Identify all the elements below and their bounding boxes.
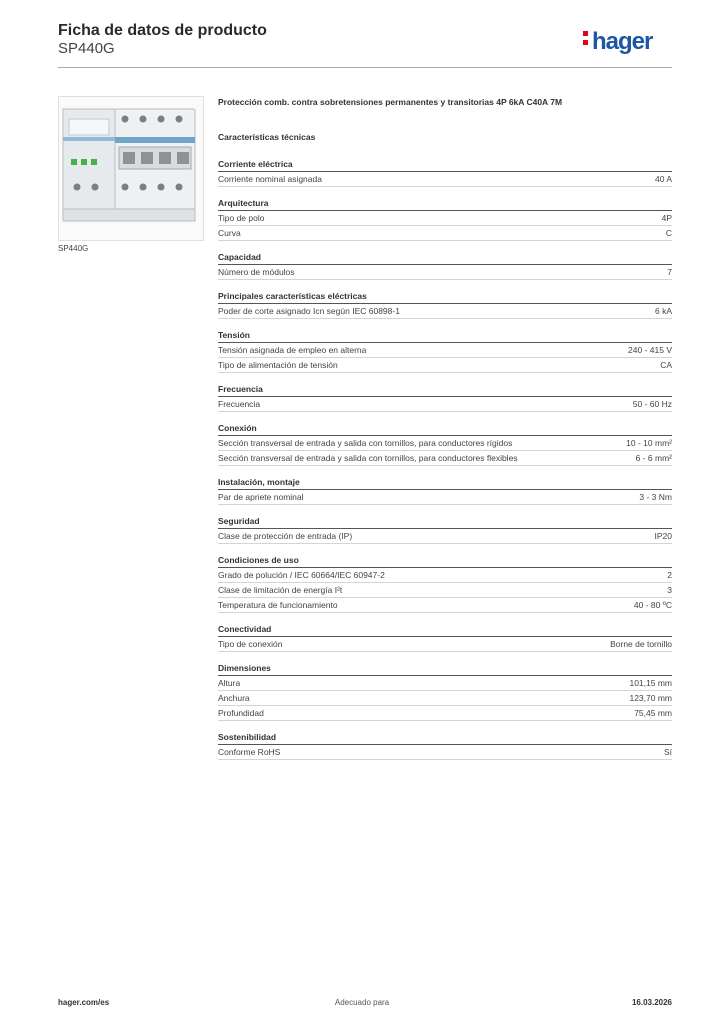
section-title: Sostenibilidad bbox=[218, 731, 672, 745]
spec-sections bbox=[218, 158, 672, 760]
spec-value: 2 bbox=[667, 570, 672, 580]
technical-heading: Características técnicas bbox=[218, 132, 316, 142]
spec-label: Frecuencia bbox=[218, 399, 261, 409]
product-reference: SP440G bbox=[58, 40, 115, 57]
spec-section bbox=[218, 329, 672, 373]
spec-label: Sección transversal de entrada y salida con tornillos, para conductores rígidos bbox=[218, 438, 513, 448]
spec-label: Tipo de alimentación de tensión bbox=[218, 360, 338, 370]
spec-row bbox=[218, 304, 672, 319]
product-description: Protección comb. contra sobretensiones permanentes y transitorias 4P 6kA C40A 7M bbox=[218, 97, 563, 107]
spec-value: Sí bbox=[663, 747, 672, 757]
section-title: Seguridad bbox=[218, 515, 672, 529]
spec-section bbox=[218, 731, 672, 760]
spec-section bbox=[218, 197, 672, 241]
spec-label: Clase de protección de entrada (IP) bbox=[218, 531, 353, 541]
spec-label: Profundidad bbox=[218, 708, 264, 718]
spec-row bbox=[218, 706, 672, 721]
spec-row bbox=[218, 226, 672, 241]
spec-value: 10 - 10 mm² bbox=[626, 438, 672, 448]
spec-row bbox=[218, 745, 672, 760]
spec-value: 3 bbox=[667, 585, 672, 595]
spec-value: 6 - 6 mm² bbox=[635, 453, 672, 463]
spec-row bbox=[218, 529, 672, 544]
product-image bbox=[58, 96, 204, 241]
spec-row bbox=[218, 568, 672, 583]
spec-label: Poder de corte asignado Icn según IEC 60898-1 bbox=[218, 306, 400, 316]
spec-row bbox=[218, 265, 672, 280]
spec-value: 40 A bbox=[654, 174, 672, 184]
spec-section bbox=[218, 554, 672, 613]
spec-section bbox=[218, 476, 672, 505]
section-title: Principales características eléctricas bbox=[218, 290, 672, 304]
spec-row bbox=[218, 490, 672, 505]
spec-row bbox=[218, 676, 672, 691]
spec-label: Curva bbox=[218, 228, 241, 238]
spec-section bbox=[218, 290, 672, 319]
spec-label: Temperatura de funcionamiento bbox=[218, 600, 338, 610]
section-title: Condiciones de uso bbox=[218, 554, 672, 568]
logo-text: hager bbox=[592, 28, 653, 55]
section-title: Capacidad bbox=[218, 251, 672, 265]
spec-section bbox=[218, 383, 672, 412]
section-title: Instalación, montaje bbox=[218, 476, 672, 490]
spec-row bbox=[218, 691, 672, 706]
spec-value: 123,70 mm bbox=[629, 693, 672, 703]
spec-value: 101,15 mm bbox=[629, 678, 672, 688]
footer-website-link[interactable]: hager.com/es bbox=[58, 998, 110, 1007]
spec-value: 7 bbox=[667, 267, 672, 277]
spec-value: Borne de tornillo bbox=[610, 639, 672, 649]
footer-date: 16.03.2026 bbox=[631, 998, 672, 1007]
logo-colon-icon bbox=[583, 31, 588, 49]
spec-label: Número de módulos bbox=[218, 267, 295, 277]
spec-label: Sección transversal de entrada y salida con tornillos, para conductores flexibles bbox=[218, 453, 518, 463]
spec-value: 50 - 60 Hz bbox=[632, 399, 672, 409]
spec-label: Par de apriete nominal bbox=[218, 492, 304, 502]
section-title: Tensión bbox=[218, 329, 672, 343]
spec-value: IP20 bbox=[654, 531, 672, 541]
spec-label: Grado de polución / IEC 60664/IEC 60947-2 bbox=[218, 570, 385, 580]
section-title: Arquitectura bbox=[218, 197, 672, 211]
footer-suitable-for: Adecuado para bbox=[334, 998, 390, 1007]
spec-section bbox=[218, 158, 672, 187]
spec-row bbox=[218, 436, 672, 451]
section-title: Frecuencia bbox=[218, 383, 672, 397]
spec-value: 40 - 80 ºC bbox=[633, 600, 672, 610]
spec-row bbox=[218, 343, 672, 358]
spec-row bbox=[218, 358, 672, 373]
section-title: Corriente eléctrica bbox=[218, 158, 672, 172]
spec-label: Anchura bbox=[218, 693, 250, 703]
section-title: Dimensiones bbox=[218, 662, 672, 676]
spec-label: Conforme RoHS bbox=[218, 747, 281, 757]
spec-section bbox=[218, 515, 672, 544]
section-title: Conexión bbox=[218, 422, 672, 436]
spec-label: Tensión asignada de empleo en alterna bbox=[218, 345, 367, 355]
spec-value: 240 - 415 V bbox=[628, 345, 672, 355]
spec-row bbox=[218, 211, 672, 226]
spec-content bbox=[218, 96, 672, 760]
spec-section bbox=[218, 662, 672, 721]
spec-label: Altura bbox=[218, 678, 241, 688]
section-title: Conectividad bbox=[218, 623, 672, 637]
spec-row bbox=[218, 172, 672, 187]
spec-label: Clase de limitación de energía I²t bbox=[218, 585, 343, 595]
spec-row bbox=[218, 637, 672, 652]
spec-value: C bbox=[665, 228, 672, 238]
spec-row bbox=[218, 451, 672, 466]
spec-value: 6 kA bbox=[654, 306, 672, 316]
hager-logo[interactable] bbox=[592, 28, 652, 56]
image-caption: SP440G bbox=[58, 244, 89, 253]
header-divider bbox=[58, 67, 672, 68]
spec-label: Tipo de conexión bbox=[218, 639, 283, 649]
spec-section bbox=[218, 251, 672, 280]
spec-value: 3 - 3 Nm bbox=[639, 492, 672, 502]
spec-value: CA bbox=[660, 360, 672, 370]
spec-section bbox=[218, 422, 672, 466]
spec-value: 75,45 mm bbox=[634, 708, 672, 718]
spec-section bbox=[218, 623, 672, 652]
spec-value: 4P bbox=[661, 213, 672, 223]
spec-row bbox=[218, 598, 672, 613]
spec-row bbox=[218, 397, 672, 412]
circuit-breaker-icon bbox=[59, 97, 203, 240]
spec-label: Corriente nominal asignada bbox=[218, 174, 322, 184]
spec-label: Tipo de polo bbox=[218, 213, 265, 223]
spec-row bbox=[218, 583, 672, 598]
page-title: Ficha de datos de producto bbox=[58, 22, 267, 39]
